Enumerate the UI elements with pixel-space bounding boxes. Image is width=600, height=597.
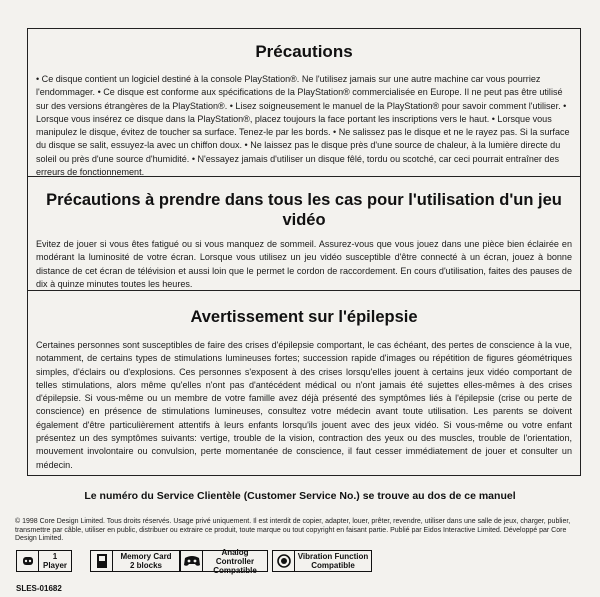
memory-card-icon (91, 551, 113, 571)
epilepsy-section (28, 291, 580, 477)
analog-controller-label: Analog Controller (215, 547, 255, 566)
video-game-section (28, 177, 580, 291)
precautions-section (28, 29, 580, 177)
memory-card-label: Memory Card (120, 552, 172, 561)
vibration-logo (272, 550, 372, 572)
video-game-title: Précautions à prendre dans tous les cas pour l'utilisation d'un jeu vidéo (46, 191, 562, 229)
player-label: Player (42, 561, 68, 570)
precautions-body: • Ce disque contient un logiciel destiné à la console PlayStation®. Ne l'utilisez jamais sur une autre machine car vous pourriez l'endommager. • Ce disque est conforme aux spécifications de la PlayStation® commercialisée en Europe. Il ne peut pas être utilisé sur des versions étrangères de la PlayStation®. • Lisez soigneusement le manuel de la PlayStation® pour savoir comment l'utiliser. • Lorsque vous insérez ce disque dans la PlayStation®, placez toujours la face portant les inscriptions vers le haut. • Lorsque vous manipulez le disque, évitez de toucher sa surface. Tenez-le par les bords. • Ne salissez pas le disque et ne le rayez pas. Si la surface du disque se salit, essuyez-la avec un chiffon doux. • Ne laissez pas le disque près d'une source de chaleur, à la lumière directe du soleil ou près d'une source d'humidité. • N'essayez jamais d'utiliser un disque fêlé, tordu ou scotché, car ceci pourrait entraîner des erreurs de fonctionnement. (36, 74, 570, 178)
copyright-text: © 1998 Core Design Limited. Tous droits réservés. Usage privé uniquement. Il est interdit de copier, adapter, louer, prêter, revendre, utiliser dans une salle de jeux, charger, publier, transmettre par câble, utiliser en public, distribuer ou extraire ce produit, toute marque ou tout copyright en faisant partie. Publié par Eidos Interactive Limited. Développé par Core Design Limited. (15, 518, 571, 543)
memory-card-logo (90, 550, 180, 572)
video-game-body: Evitez de jouer si vous êtes fatigué ou si vous manquez de sommeil. Assurez-vous que vous jouez dans une pièce bien éclairée en modérant la luminosité de votre écran. Lorsque vous utilisez un jeu vidéo susceptible d'être connecté à un écran, jouez à bonne distance de cet écran de télévision et aussi loin que le permet le cordon de raccordement. En cours d'utilisation, faites des pauses de dix à quinze minutes toutes les heures. (36, 239, 572, 289)
vibration-label: Vibration Function (297, 552, 369, 561)
precautions-title: Précautions (255, 42, 353, 61)
player-count: 1 (52, 552, 58, 561)
epilepsy-body: Certaines personnes sont susceptibles de faire des crises d'épilepsie comportant, le cas échéant, des pertes de conscience à la vue, notamment, de certains types de stimulations lumineuses fortes; succession rapide d'images ou répétition de figures géométriques simples, d'éclairs ou d'explosions. Ces personnes s'exposent à des crises lorsqu'elles jouent à certains jeux vidéo comportant de telles stimulations, alors même qu'elles n'ont pas d'antécédent médical ou n'ont jamais été sujettes elles-mêmes à des crises d'épilepsie. Si vous-même ou un membre de votre famille avez déjà présenté des symptômes liés à l'épilepsie (crise ou perte de conscience) en présence de stimulations lumineuses, consultez votre médecin avant toute utilisation. Les parents se doivent également d'être particulièrement attentifs à leurs enfants lorsqu'ils jouent avec des jeux vidéo. Si vous-même ou votre enfant présentez un des symptômes suivants: vertige, trouble de la vision, contraction des yeux ou des muscles, trouble de l'orientation, mouvement involontaire ou convulsion, perte momentanée de conscience, il faut cesser immédiatement de jouer et consulter un médecin. (36, 340, 572, 470)
notice-frame (27, 28, 581, 476)
epilepsy-title: Avertissement sur l'épilepsie (190, 308, 418, 326)
player-icon (17, 551, 39, 571)
product-code: SLES-01682 (16, 584, 62, 593)
vibration-icon (273, 551, 295, 571)
memory-card-blocks: 2 blocks (129, 561, 162, 570)
service-note: Le numéro du Service Clientèle (Customer Service No.) se trouve au dos de ce manuel (84, 490, 516, 502)
analog-controller-icon (181, 551, 203, 571)
vibration-compat: Compatible (311, 561, 355, 570)
analog-controller-logo (180, 547, 268, 575)
player-logo (16, 550, 72, 572)
analog-controller-compat: Compatible (213, 565, 257, 575)
feature-logos (14, 547, 594, 580)
